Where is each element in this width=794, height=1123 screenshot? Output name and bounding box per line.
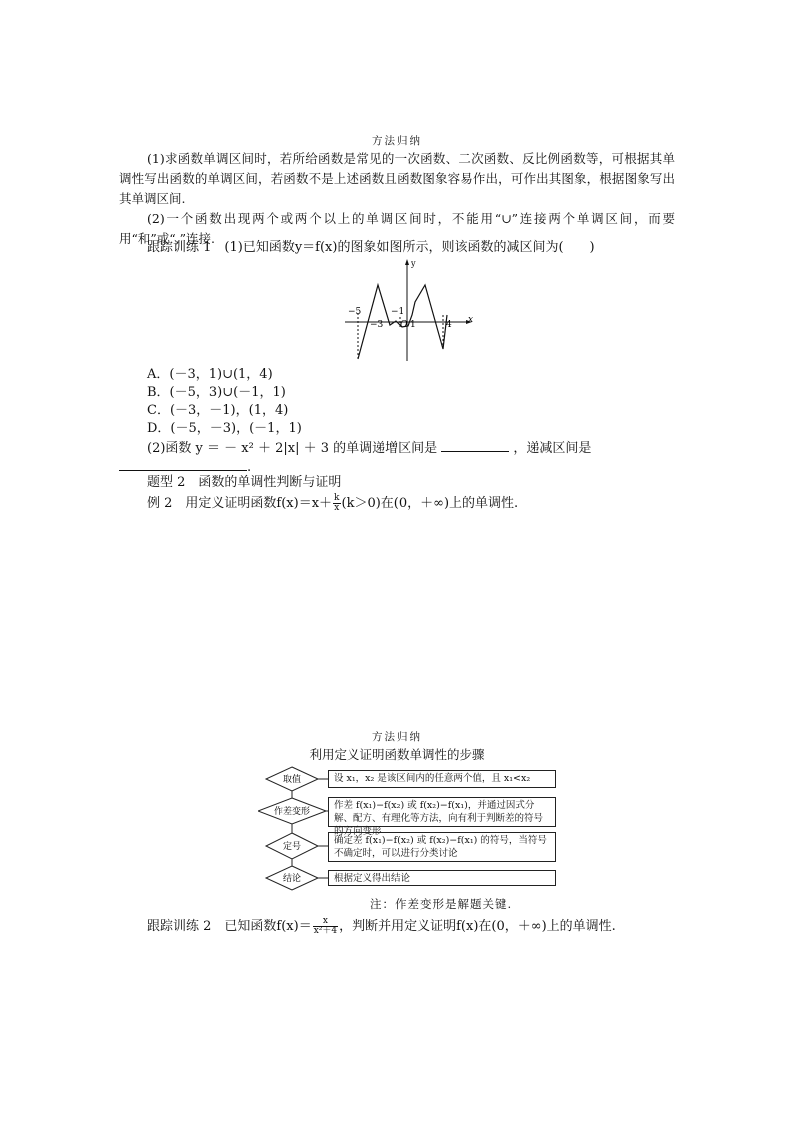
fraction-numerator-2: x [313,917,338,927]
graph-label-x: x [468,315,474,325]
option-d[interactable]: D．(－5，－3)，(－1，1) [147,421,302,436]
steps-note: 注：作差变形是解题关键. [370,897,513,911]
question-2-mid: ，递减区间是 [513,441,592,456]
type-2-heading: 题型 2 函数的单调性判断与证明 [147,475,342,490]
answer-blank-increasing[interactable] [441,437,509,452]
step-name-3: 定号 [282,842,302,852]
example-2-suffix: (k＞0)在(0，＋∞)上的单调性. [341,496,519,511]
graph-label-minus3: −3 [370,320,384,330]
step-desc-1: 设 x₁，x₂ 是该区间内的任意两个值，且 x₁<x₂ [328,770,556,788]
question-2-text: (2)函数 y ＝ － x² ＋ 2|x| ＋ 3 的单调递增区间是 [147,441,438,456]
step-desc-2: 作差 f(x₁)−f(x₂) 或 f(x₂)−f(x₁)，并通过因式分解、配方、有理化等方法，向有利于判断差的符号的方向变形 [328,797,556,827]
exercise-2 [147,917,616,936]
graph-label-origin: O [400,320,408,330]
exercise-1-question-1: 跟踪训练 1 (1)已知函数y＝f(x)的图象如图所示，则该函数的减区间为( ) [147,240,595,255]
y-axis-arrow [405,259,409,265]
method-summary-title-2: 方法归纳 [372,731,422,743]
step-desc-3: 确定差 f(x₁)−f(x₂) 或 f(x₂)−f(x₁) 的符号，当符号不确定时，可以进行分类讨论 [328,832,556,862]
step-desc-4: 根据定义得出结论 [328,870,556,886]
method-summary-paragraph-1: (1)求函数单调区间时，若所给函数是常见的一次函数、二次函数、反比例函数等，可根据其单调性写出函数的单调区间，若函数不是上述函数且函数图象容易作出，可作出其图象，根据图象写出其单调区间. [119,151,675,206]
option-a[interactable]: A．(－3，1)∪(1，4) [147,367,273,382]
example-2 [147,494,518,513]
option-c[interactable]: C．(－3，－1)，(1，4) [147,403,289,418]
graph-label-four: 4 [446,320,452,330]
answer-blank-decreasing[interactable] [119,456,247,471]
step-name-1: 取值 [282,775,302,785]
option-b[interactable]: B．(－5，3)∪(－1，1) [147,385,286,400]
method-summary-title-1: 方法归纳 [372,135,422,147]
fraction-numerator: k [334,493,340,503]
graph-label-one: 1 [410,320,416,330]
fraction-k-over-x [333,494,340,513]
exercise-2-suffix: ，判断并用定义证明f(x)在(0，＋∞)上的单调性. [339,919,616,934]
function-graph [340,255,480,365]
graph-label-y: y [411,259,416,268]
fraction-denominator-2: x²＋4 [313,926,338,936]
graph-label-minus1: −1 [391,307,405,317]
fraction-x-over-x2-plus-4 [313,917,338,936]
example-2-prefix: 例 2 用定义证明函数f(x)＝x＋ [147,496,333,511]
question-2-end: . [247,460,252,475]
exercise-1-question-2 [147,437,675,458]
method-summary-paragraph-2: (2)一个函数出现两个或两个以上的单调区间时，不能用“∪”连接两个单调区间，而要用“和”或“,”连接. [119,211,675,246]
steps-subtitle: 利用定义证明函数单调性的步骤 [309,747,485,762]
step-name-2: 作差变形 [273,807,311,817]
exercise-2-prefix: 跟踪训练 2 已知函数f(x)＝ [147,919,312,934]
graph-label-minus5: −5 [348,307,362,317]
fraction-denominator: x [334,503,340,513]
step-name-4: 结论 [282,874,302,884]
